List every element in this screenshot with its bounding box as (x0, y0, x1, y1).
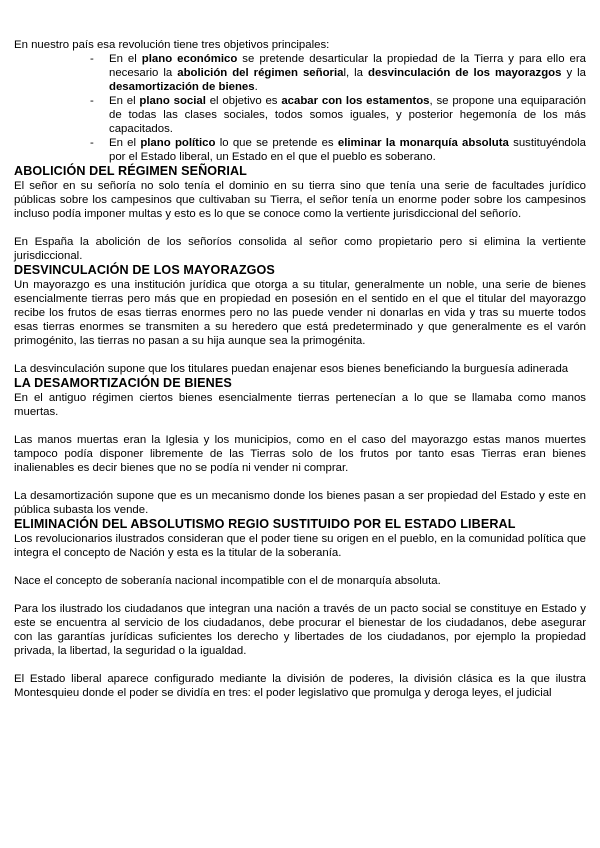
body-paragraph: El señor en su señoría no solo tenía el dominio en su tierra sino que tenía una serie de facultades jurídico públicas sobre los campesinos que cultivaban su Tierra, el señor tenía un enorme poder sobre los campesinos incluso podía imponer multas y esto es lo que se conoce como la vertiente jurisdiccional del señorío. (14, 180, 586, 220)
body-paragraph: Un mayorazgo es una institución jurídica que otorga a su titular, generalmente un noble, una serie de bienes esencialmente tierras pero más que en propiedad en posesión en el sentido en el que el titular del mayorazgo recibe los frutos de esas tierras enormes pero no las puede vender ni donarlas en vida y tras su muerte todos esas tierras enormes se transmiten a su heredero que está predeterminado y que generalmente es el varón primogénito, las tierras no pasan a su hija aunque sea la primogénita. (14, 279, 586, 347)
body-paragraph: La desamortización supone que es un mecanismo donde los bienes pasan a ser propiedad del Estado y este en pública subasta los vende. (14, 490, 586, 516)
bold-term: plano social (139, 95, 206, 107)
bold-term: desamortización de bienes (109, 81, 255, 93)
objective-economic: - En el plano económico se pretende desarticular la propiedad de la Tierra y para ello era necesario la abolición del régimen señorial, la desvinculación de los mayorazgos y la desamortización de bienes. (90, 52, 586, 94)
section-heading: DESVINCULACIÓN DE LOS MAYORAZGOS (14, 263, 275, 277)
intro-paragraph: En nuestro país esa revolución tiene tres objetivos principales: (14, 39, 330, 51)
objectives-list (14, 52, 586, 164)
body-paragraph: En el antiguo régimen ciertos bienes esencialmente tierras pertenecían a lo que se llamaba como manos muertas. (14, 392, 586, 418)
bold-term: abolición del régimen señoria (177, 67, 344, 79)
body-paragraph: Para los ilustrado los ciudadanos que integran una nación a través de un pacto social se constituye en Estado y este se encuentra al servicio de los ciudadanos, debe procurar el bienestar de los ciudadanos, debe asegurar con las garantías jurídicas suficientes los derecho y libertades de los ciudadanos, por ejemplo la propiedad privada, la libertad, la seguridad o la igualdad. (14, 603, 586, 657)
section-heading: ELIMINACIÓN DEL ABSOLUTISMO REGIO SUSTITUIDO POR EL ESTADO LIBERAL (14, 517, 516, 531)
objective-social: - En el plano social el objetivo es acabar con los estamentos, se propone una equiparación de todas las clases sociales, todos somos iguales, y posterior hegemonía de los más capacitados. (90, 94, 586, 136)
bold-term: acabar con los estamentos (281, 95, 430, 107)
body-paragraph: En España la abolición de los señoríos consolida al señor como propietario pero si elimina la vertiente jurisdiccional. (14, 236, 586, 262)
body-paragraph: Las manos muertas eran la Iglesia y los municipios, como en el caso del mayorazgo estas manos muertes tampoco podía disponer libremente de las Tierras solo de los frutos por tanto esas Tierras eran bienes inalienables es decir bienes que no se podía ni vender ni comprar. (14, 434, 586, 474)
body-paragraph: Nace el concepto de soberanía nacional incompatible con el de monarquía absoluta. (14, 575, 441, 587)
body-paragraph: Los revolucionarios ilustrados consideran que el poder tiene su origen en el pueblo, en la comunidad política que integra el concepto de Nación y esta es la titular de la soberanía. (14, 533, 586, 559)
bold-term: plano económico (141, 53, 238, 65)
bold-term: eliminar la monarquía absoluta (337, 137, 509, 149)
section-heading: ABOLICIÓN DEL RÉGIMEN SEÑORIAL (14, 164, 247, 178)
section-heading: LA DESAMORTIZACIÓN DE BIENES (14, 376, 232, 390)
body-paragraph: La desvinculación supone que los titulares puedan enajenar esos bienes beneficiando la burguesía adinerada (14, 363, 569, 375)
bold-term: desvinculación de los mayorazgos (368, 67, 562, 79)
bold-term: plano político (140, 137, 216, 149)
objective-political: - En el plano político lo que se pretende es eliminar la monarquía absoluta sustituyéndola por el Estado liberal, un Estado en el que el pueblo es soberano. (90, 136, 586, 164)
body-paragraph: El Estado liberal aparece configurado mediante la división de poderes, la división clásica es la que ilustra Montesquieu donde el poder se dividía en tres: el poder legislativo que promulga y deroga leyes, el judicial (14, 673, 586, 699)
